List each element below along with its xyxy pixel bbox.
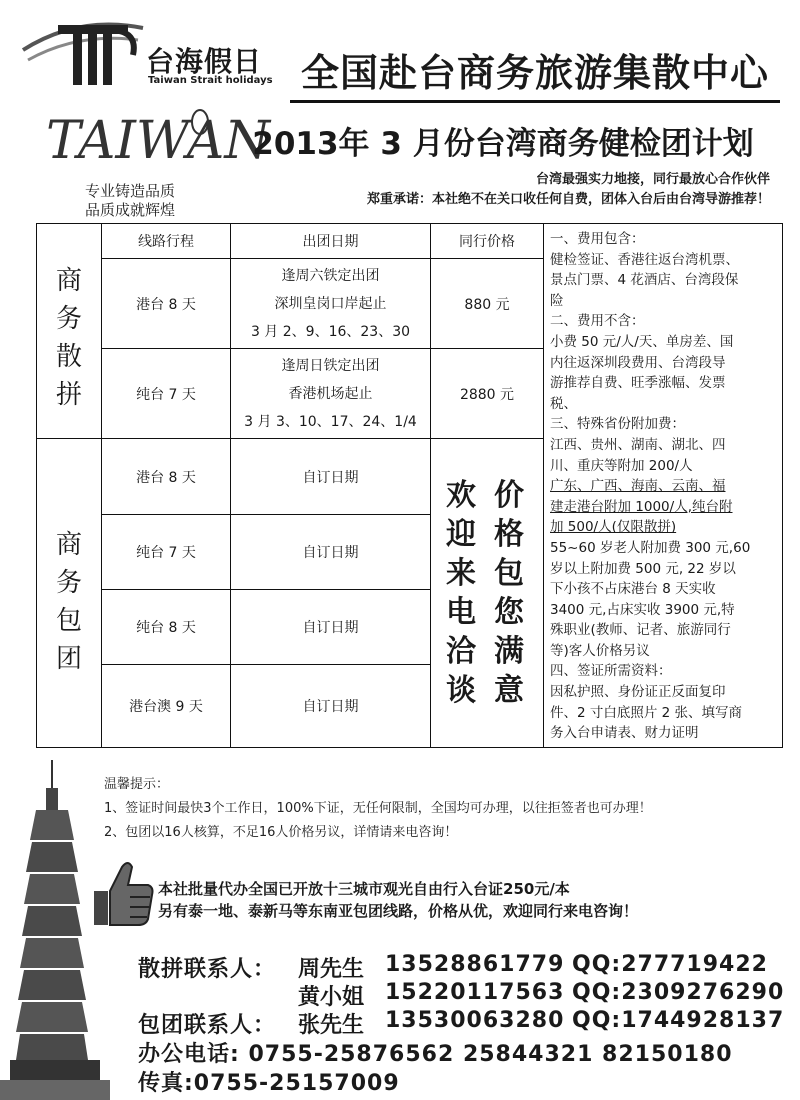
- date-line: 深圳皇岗口岸起止: [274, 295, 387, 312]
- date-cell: 自订日期: [302, 469, 359, 486]
- welcome-char: 来: [446, 556, 476, 591]
- header-route: 线路行程: [138, 234, 194, 250]
- fax: 传真:0755-25157009: [138, 1071, 400, 1096]
- date-line: 3 月 2、9、16、23、30: [250, 323, 411, 340]
- brand-name: 台海假日: [146, 45, 263, 78]
- category-group: [37, 526, 101, 678]
- contact-group-label: 包团联系人：: [138, 1013, 277, 1038]
- category-group-char: 商: [55, 530, 82, 560]
- note-line: 四、签证所需资料：: [550, 663, 672, 680]
- category-scatter-char: 散: [55, 342, 82, 372]
- note-line: 因私护照、身份证正反面复印: [550, 684, 726, 701]
- note-line: 殊职业(教师、记者、旅游同行: [550, 622, 731, 639]
- date-line: 逢周六铁定出团: [281, 267, 380, 284]
- route-cell: 港台 8 天: [136, 296, 196, 313]
- note-line: 件、2 寸白底照片 2 张、填写商: [550, 704, 743, 721]
- note-line: 小费 50 元/人/天、单房差、国: [550, 333, 734, 350]
- welcome-char: 包: [494, 556, 524, 591]
- note-line: 下小孩不占床港台 8 天实收: [550, 581, 716, 598]
- welcome-char: 欢: [446, 478, 476, 513]
- tip-item: 1、签证时间最快3个工作日，100%下证，无任何限制，全国均可办理，以往拒签者也可办理！: [104, 801, 652, 816]
- note-line: 游推荐自费、旺季涨幅、发票: [550, 375, 726, 392]
- plan-title: 2013年 3 月份台湾商务健检团计划: [252, 126, 754, 162]
- contact-name: 张先生: [298, 1013, 365, 1038]
- price-cell: 880 元: [464, 296, 510, 313]
- contact-phone: 15220117563: [385, 980, 565, 1005]
- welcome-char: 您: [494, 595, 524, 630]
- note-line: 健检签证、香港往返台湾机票、: [550, 251, 739, 268]
- category-scatter: [37, 262, 101, 414]
- slogan: 台湾最强实力地接，同行最放心合作伙伴: [535, 172, 770, 187]
- note-line: 岁以上附加费 500 元, 22 岁以: [550, 560, 736, 577]
- category-group-char: 团: [55, 644, 82, 674]
- tip-item: 2、包团以16人核算，不足16人价格另议，详情请来电咨询！: [104, 825, 458, 840]
- taiwan-logo-text: TAIWAN: [46, 111, 270, 171]
- welcome-char: 迎: [446, 517, 476, 552]
- taipei-101-tower-icon: [0, 760, 110, 1100]
- price-cell: 2880 元: [459, 386, 515, 403]
- date-line: 3 月 3、10、17、24、1/4: [244, 413, 417, 430]
- brand-english: Taiwan Strait holidays: [148, 75, 273, 86]
- route-cell: 纯台 8 天: [136, 620, 196, 636]
- promo: [158, 878, 638, 922]
- date-line: 香港机场起止: [288, 385, 373, 402]
- note-line: 务入台申请表、财力证明: [550, 725, 699, 742]
- category-group-char: 务: [55, 568, 82, 598]
- welcome-char: 价: [494, 478, 524, 513]
- fee-notes: [550, 229, 782, 744]
- contact-phone: 13530063280: [385, 1008, 565, 1033]
- note-line: 55~60 岁老人附加费 300 元,60: [550, 539, 751, 556]
- contact-name: 黄小姐: [298, 985, 365, 1010]
- note-line: 川、重庆等附加 200/人: [550, 457, 693, 474]
- route-cell: 港台澳 9 天: [129, 699, 203, 715]
- welcome-char: 洽: [446, 634, 476, 669]
- contact-name: 周先生: [298, 957, 365, 982]
- note-line: 3400 元,占床实收 3900 元,特: [550, 601, 735, 618]
- note-line: 加 500/人(仅限散拼): [550, 519, 677, 536]
- welcome-char: 电: [446, 595, 476, 630]
- category-scatter-char: 拼: [55, 380, 82, 410]
- promise: 郑重承诺：本社绝不在关口收任何自费，团体入台后由台湾导游推荐！: [366, 192, 770, 207]
- brand-logo: [18, 10, 278, 90]
- note-line: 广东、广西、海南、云南、福: [550, 478, 726, 495]
- welcome-column-1: [439, 476, 483, 710]
- contact-scatter-label: 散拼联系人：: [138, 957, 277, 982]
- category-scatter-char: 务: [55, 304, 82, 334]
- contact-phone: 13528861779: [385, 952, 565, 977]
- note-line: 税、: [550, 395, 577, 412]
- itinerary-table: [36, 223, 783, 748]
- route-cell: 纯台 7 天: [136, 545, 196, 561]
- note-line: 江西、贵州、湖南、湖北、四: [550, 436, 726, 453]
- date-cell: 自订日期: [302, 545, 359, 561]
- category-group-char: 包: [55, 606, 82, 636]
- note-line: 景点门票、4 花酒店、台湾段保: [550, 272, 739, 289]
- welcome-char: 意: [494, 673, 524, 708]
- header-date: 出团日期: [302, 234, 359, 250]
- tagline-1: 专业铸造品质: [84, 182, 175, 200]
- thumbs-up-icon: [86, 857, 156, 929]
- welcome-char: 格: [494, 517, 524, 552]
- date-line: 逢周日铁定出团: [281, 357, 380, 374]
- title-divider: [290, 100, 780, 103]
- route-cell: 纯台 7 天: [136, 386, 196, 403]
- note-line: 内往返深圳段费用、台湾段导: [550, 354, 726, 371]
- note-line: 等)客人价格另议: [550, 642, 650, 659]
- taiwan-logo-icon: [40, 90, 270, 180]
- welcome-column-2: [487, 476, 531, 710]
- welcome-char: 谈: [446, 673, 476, 708]
- date-cell: 自订日期: [302, 699, 359, 715]
- note-line: 险: [550, 292, 564, 309]
- header-price: 同行价格: [459, 234, 515, 250]
- route-cell: 港台 8 天: [136, 469, 196, 486]
- contact-qq: QQ:277719422: [572, 952, 768, 977]
- date-cell: [231, 259, 430, 348]
- contact-qq: QQ:1744928137: [572, 1008, 785, 1033]
- date-cell: [231, 349, 430, 438]
- contact-qq: QQ:2309276290: [572, 980, 785, 1005]
- category-scatter-char: 商: [55, 266, 82, 296]
- promo-line: 另有泰一地、泰新马等东南亚包团线路，价格从优，欢迎同行来电咨询！: [158, 902, 639, 920]
- date-cell: 自订日期: [302, 620, 359, 636]
- page-title: 全国赴台商务旅游集散中心: [300, 51, 769, 95]
- note-line: 三、特殊省份附加费：: [550, 416, 685, 433]
- office-phone: 办公电话: 0755-25876562 25844321 82150180: [138, 1042, 733, 1067]
- welcome-char: 满: [494, 634, 524, 669]
- note-line: 建走港台附加 1000/人,纯台附: [550, 498, 733, 515]
- tips-title: 温馨提示：: [104, 777, 170, 792]
- brand-emblem-icon: [18, 10, 148, 90]
- promo-line: 本社批量代办全国已开放十三城市观光自由行入台证250元/本: [158, 880, 570, 898]
- note-line: 二、费用不含：: [550, 313, 645, 330]
- note-line: 一、费用包含：: [550, 231, 645, 247]
- tips: [104, 773, 652, 845]
- tagline-2: 品质成就辉煌: [84, 201, 175, 219]
